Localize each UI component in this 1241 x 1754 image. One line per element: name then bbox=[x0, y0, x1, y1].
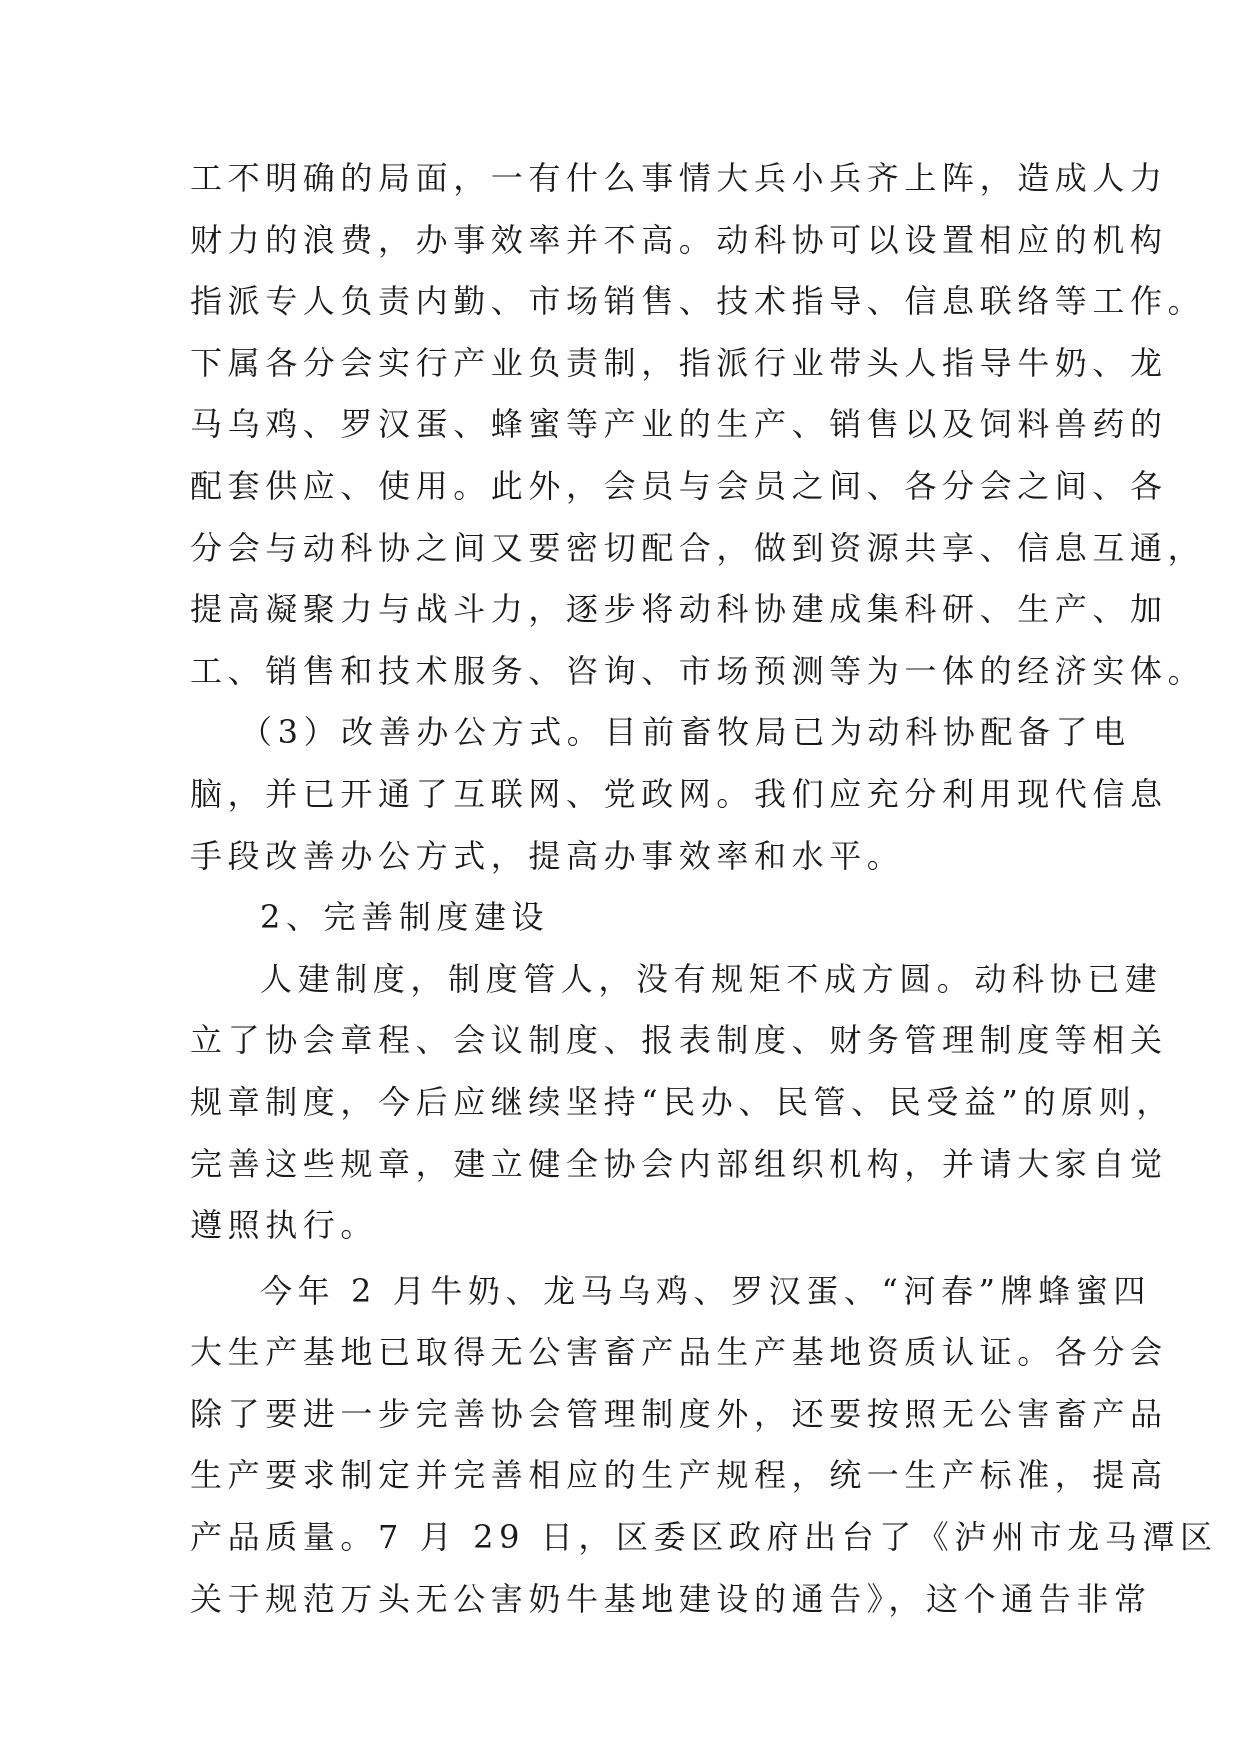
text-line: 下属各分会实行产业负责制，指派行业带头人指导牛奶、龙 bbox=[190, 343, 1168, 382]
text-line: 马乌鸡、罗汉蛋、蜂蜜等产业的生产、销售以及饲料兽药的 bbox=[190, 405, 1168, 444]
text-line: 配套供应、使用。此外，会员与会员之间、各分会之间、各 bbox=[190, 466, 1168, 505]
text-line: 手段改善办公方式，提高办事效率和水平。 bbox=[190, 836, 905, 875]
text-line: 关于规范万头无公害奶牛基地建设的通告》，这个通告非常 bbox=[190, 1579, 1152, 1618]
text-line: 规章制度，今后应继续坚持“民办、民管、民受益”的原则， bbox=[190, 1082, 1174, 1121]
text-line: 提高凝聚力与战斗力，逐步将动科协建成集科研、生产、加 bbox=[190, 590, 1168, 629]
text-line: 完善这些规章，建立健全协会内部组织机构，并请大家自觉 bbox=[190, 1144, 1168, 1183]
text-line: 工不明确的局面，一有什么事情大兵小兵齐上阵，造成人力 bbox=[190, 159, 1168, 197]
text-line: 生产要求制定并完善相应的生产规程，统一生产标准，提高 bbox=[190, 1456, 1168, 1495]
text-line: 今年 2 月牛奶、龙马乌鸡、罗汉蛋、“河春”牌蜂蜜四 bbox=[260, 1271, 1152, 1310]
text-line: 脑，并已开通了互联网、党政网。我们应充分利用现代信息 bbox=[190, 774, 1168, 813]
text-line: 除了要进一步完善协会管理制度外，还要按照无公害畜产品 bbox=[190, 1394, 1168, 1433]
text-line: 人建制度，制度管人，没有规矩不成方圆。动科协已建 bbox=[260, 959, 1163, 998]
text-line: 工、销售和技术服务、咨询、市场预测等为一体的经济实体。 bbox=[190, 651, 1206, 690]
text-line: 财力的浪费，办事效率并不高。动科协可以设置相应的机构 bbox=[190, 220, 1168, 259]
text-line: 立了协会章程、会议制度、报表制度、财务管理制度等相关 bbox=[190, 1021, 1168, 1060]
text-line: 分会与动科协之间又要密切配合，做到资源共享、信息互通， bbox=[190, 528, 1206, 567]
text-line: （3）改善办公方式。目前畜牧局已为动科协配备了电 bbox=[240, 713, 1131, 752]
text-line: 遵照执行。 bbox=[190, 1206, 379, 1245]
text-line: 大生产基地已取得无公害畜产品生产基地资质认证。各分会 bbox=[190, 1333, 1168, 1372]
text-line: 产品质量。7 月 29 日，区委区政府出台了《泸州市龙马潭区 bbox=[190, 1518, 1218, 1557]
document-body bbox=[190, 148, 1218, 1630]
section-heading: 2、完善制度建设 bbox=[260, 898, 550, 937]
text-line: 指派专人负责内勤、市场销售、技术指导、信息联络等工作。 bbox=[190, 282, 1206, 321]
